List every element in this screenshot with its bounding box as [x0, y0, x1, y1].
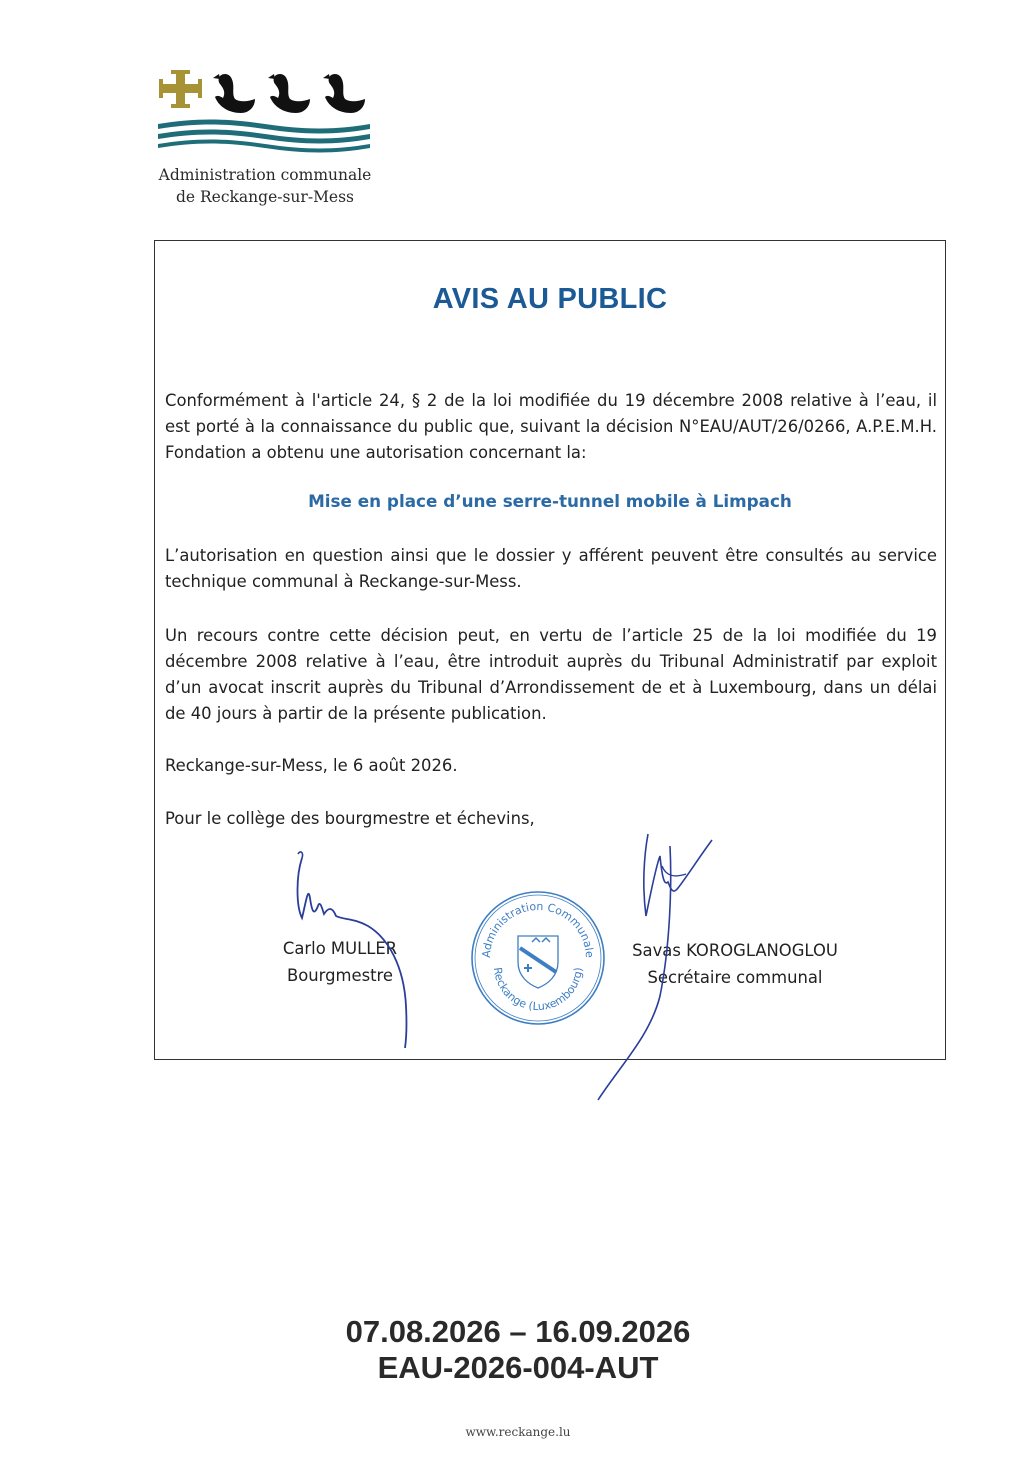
display-period: 07.08.2026 – 16.09.2026: [345, 1314, 691, 1349]
official-seal: [468, 888, 608, 1028]
cross-icon: [159, 70, 202, 108]
seal-text-top: Administration Communale: [479, 899, 597, 959]
place-date: Reckange-sur-Mess, le 6 août 2026.: [165, 756, 458, 775]
organization-name: [150, 164, 380, 208]
appeal-paragraph: Un recours contre cette décision peut, en vertu de l’article 25 de la loi modifiée du 19 décembre 2008 relative à l’eau, être introduit auprès du Tribunal Administratif par exploit d’un avocat inscrit auprès du Tribunal d’Arrondissement de et à Luxembourg, dans un délai de 40 jours à partir de la présente publication.: [165, 626, 937, 723]
logo-graphic: [155, 62, 375, 162]
notice-title: AVIS AU PUBLIC: [432, 283, 668, 315]
secretary-handwritten-signature: [590, 826, 720, 1106]
notice-subject: Mise en place d’une serre-tunnel mobile à Limpach: [308, 491, 792, 511]
swan-icon: [323, 74, 365, 113]
coat-of-arms-icon: [518, 936, 558, 988]
notice-intro-paragraph: Conformément à l'article 24, § 2 de la loi modifiée du 19 décembre 2008 relative à l’eau, il est porté à la connaissance du public que, suivant la décision N°EAU/AUT/26/0266, A.P.E.M.H. Fondation a obtenu une autorisation concernant la:: [165, 391, 937, 462]
for-college-line: Pour le collège des bourgmestre et échevins,: [165, 809, 535, 828]
mayor-handwritten-signature: [288, 846, 418, 1052]
swan-icon: [268, 74, 310, 113]
swan-icon: [213, 74, 255, 113]
mayor-role: Bourgmestre: [287, 966, 393, 985]
secretary-role: Secrétaire communal: [647, 968, 823, 987]
org-name-line2: de Reckange-sur-Mess: [175, 188, 355, 206]
reference-number: EAU-2026-004-AUT: [377, 1350, 659, 1385]
secretary-name: Savas KOROGLANOGLOU: [632, 941, 838, 960]
seal-text-bottom: Reckange (Luxembourg): [490, 966, 586, 1014]
org-name-line1: Administration communale: [158, 166, 372, 184]
consultation-paragraph: L’autorisation en question ainsi que le dossier y afférent peuvent être consultés au service technique communal à Reckange-sur-Mess.: [165, 546, 937, 591]
waves-icon: [158, 120, 370, 153]
mayor-name: Carlo MULLER: [282, 939, 398, 958]
website-link[interactable]: www.reckange.lu: [465, 1425, 571, 1439]
